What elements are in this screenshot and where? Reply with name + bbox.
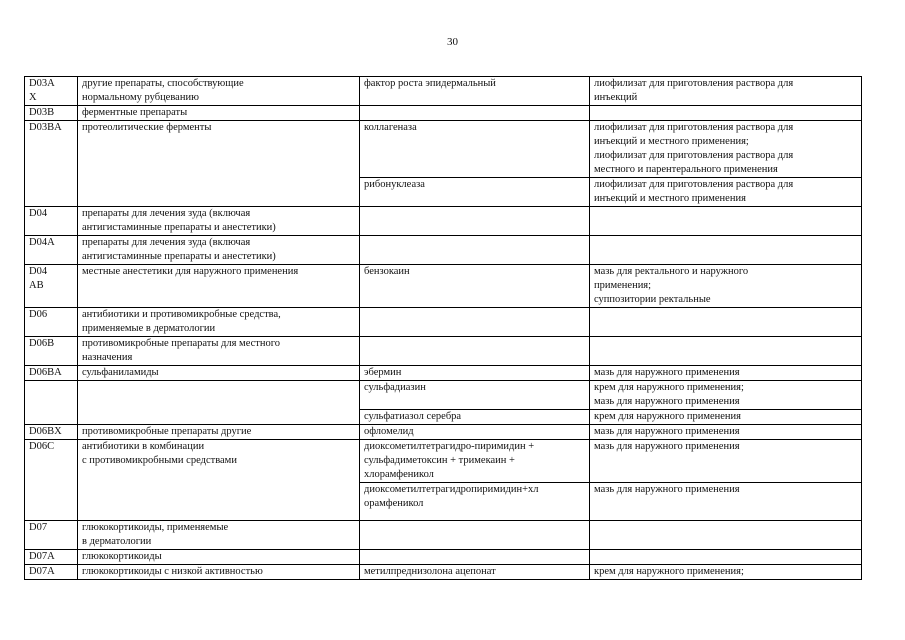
atc-code-cell: D06 [25,308,78,337]
drug-name-cell [360,207,590,236]
dosage-form-cell [590,106,862,121]
atc-code-cell: D06B [25,337,78,366]
atc-code-cell: D03A X [25,77,78,106]
atc-code-cell: D07A [25,550,78,565]
atc-code-cell: D04 [25,207,78,236]
drug-name-cell: коллагеназа [360,121,590,178]
drug-name-cell: метилпреднизолона ацепонат [360,565,590,580]
atc-code-cell: D06C [25,440,78,521]
drug-table [24,76,862,580]
dosage-form-cell [590,521,862,550]
drug-name-cell: сульфатиазол серебра [360,410,590,425]
dosage-form-cell: крем для наружного применения; [590,565,862,580]
drug-name-cell: эбермин [360,366,590,381]
drug-name-cell [360,337,590,366]
dosage-form-cell [590,236,862,265]
group-cell: другие препараты, способствующие нормальному рубцеванию [78,77,360,106]
dosage-form-cell: крем для наружного применения [590,410,862,425]
table-row [25,425,862,440]
dosage-form-cell: лиофилизат для приготовления раствора для инъекций и местного применения; лиофилизат для приготовления раствора для местного и парентерального применения [590,121,862,178]
group-cell: глюкокортикоиды, применяемые в дерматологии [78,521,360,550]
atc-code-cell: D07 [25,521,78,550]
table-row [25,121,862,178]
dosage-form-cell [590,550,862,565]
atc-code-cell: D06BX [25,425,78,440]
table-row [25,440,862,483]
dosage-form-cell: лиофилизат для приготовления раствора для инъекций и местного применения [590,178,862,207]
table-row [25,366,862,381]
atc-code-cell: D03BA [25,121,78,207]
group-cell: препараты для лечения зуда (включая антигистаминные препараты и анестетики) [78,236,360,265]
atc-code-cell: D04A [25,236,78,265]
page-number: 30 [447,36,458,48]
group-cell: антибиотики в комбинации с противомикробными средствами [78,440,360,521]
atc-code-cell: D04 AB [25,265,78,308]
drug-name-cell: офломелид [360,425,590,440]
atc-code-cell: D06BA [25,366,78,381]
table-row [25,265,862,308]
dosage-form-cell: мазь для наружного применения [590,366,862,381]
dosage-form-cell: мазь для наружного применения [590,483,862,521]
drug-name-cell [360,236,590,265]
drug-name-cell: диоксометилтетрагидропиримидин+хл орамфеникол [360,483,590,521]
dosage-form-cell [590,308,862,337]
group-cell: противомикробные препараты другие [78,425,360,440]
table-row [25,77,862,106]
table-row [25,565,862,580]
atc-code-cell: D03B [25,106,78,121]
group-cell [78,381,360,425]
table-row [25,550,862,565]
group-cell: протеолитические ферменты [78,121,360,207]
table-row [25,236,862,265]
atc-code-cell [25,381,78,425]
drug-name-cell: рибонуклеаза [360,178,590,207]
drug-name-cell: сульфадиазин [360,381,590,410]
table-row [25,106,862,121]
drug-name-cell: диоксометилтетрагидро-пиримидин + сульфадиметоксин + тримекаин + хлорамфеникол [360,440,590,483]
table-row [25,207,862,236]
group-cell: местные анестетики для наружного применения [78,265,360,308]
dosage-form-cell [590,337,862,366]
table-row [25,381,862,410]
group-cell: ферментные препараты [78,106,360,121]
drug-name-cell: фактор роста эпидермальный [360,77,590,106]
table-row [25,337,862,366]
drug-name-cell [360,550,590,565]
group-cell: препараты для лечения зуда (включая антигистаминные препараты и анестетики) [78,207,360,236]
dosage-form-cell [590,207,862,236]
atc-code-cell: D07A [25,565,78,580]
group-cell: антибиотики и противомикробные средства, применяемые в дерматологии [78,308,360,337]
drug-name-cell [360,308,590,337]
group-cell: сульфаниламиды [78,366,360,381]
dosage-form-cell: лиофилизат для приготовления раствора для инъекций [590,77,862,106]
drug-name-cell [360,521,590,550]
dosage-form-cell: мазь для ректального и наружного применения; суппозитории ректальные [590,265,862,308]
dosage-form-cell: мазь для наружного применения [590,440,862,483]
dosage-form-cell: мазь для наружного применения [590,425,862,440]
group-cell: глюкокортикоиды [78,550,360,565]
dosage-form-cell: крем для наружного применения; мазь для наружного применения [590,381,862,410]
drug-name-cell: бензокаин [360,265,590,308]
group-cell: противомикробные препараты для местного назначения [78,337,360,366]
table-row [25,308,862,337]
table-row [25,521,862,550]
group-cell: глюкокортикоиды с низкой активностью [78,565,360,580]
drug-name-cell [360,106,590,121]
